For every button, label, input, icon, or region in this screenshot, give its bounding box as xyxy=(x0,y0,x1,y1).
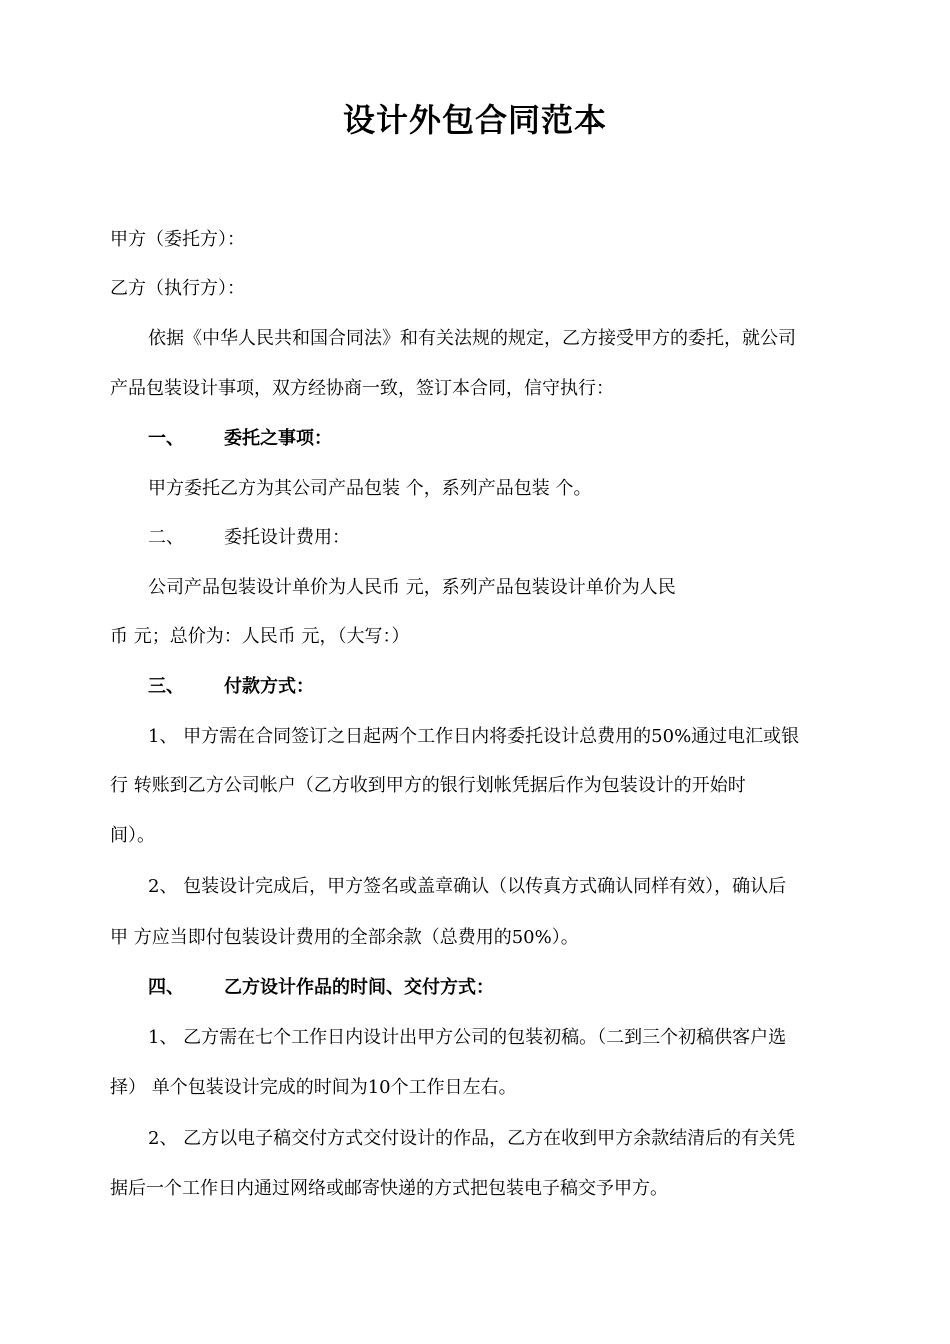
document-title: 设计外包合同范本 xyxy=(342,101,607,139)
section-title: 乙方设计作品的时间、交付方式： xyxy=(224,977,494,998)
intro-line-1: 依据《中华人民共和国合同法》和有关法规的规定，乙方接受甲方的委托，就公司 xyxy=(148,328,796,349)
section-1-heading xyxy=(148,426,332,452)
section-3-line-3: 间）。 xyxy=(110,825,155,846)
party-a-label: 甲方（委托方）： xyxy=(110,229,245,250)
section-4-line-3: 2、 乙方以电子稿交付方式交付设计的作品，乙方在收到甲方余款结清后的有关凭 xyxy=(148,1128,796,1149)
section-number: 四、 xyxy=(148,977,184,998)
section-4-line-4: 据后一个工作日内通过网络或邮寄快递的方式把包装电子稿交予甲方。 xyxy=(110,1178,668,1199)
section-title: 委托之事项： xyxy=(224,428,332,449)
section-2-line-2: 币 元；总价为：人民币 元，（大写：） xyxy=(110,626,410,647)
section-2-line-1: 公司产品包装设计单价为人民币 元，系列产品包装设计单价为人民 xyxy=(148,577,676,598)
party-b-label: 乙方（执行方）： xyxy=(110,278,245,299)
section-title: 付款方式： xyxy=(224,676,314,697)
section-2-heading xyxy=(148,525,350,551)
section-title: 委托设计费用： xyxy=(224,527,350,548)
section-3-heading xyxy=(148,674,314,700)
section-3-line-1: 1、 甲方需在合同签订之日起两个工作日内将委托设计总费用的50%通过电汇或银 xyxy=(148,726,800,747)
section-3-line-4: 2、 包装设计完成后，甲方签名或盖章确认（以传真方式确认同样有效），确认后 xyxy=(148,876,787,897)
section-number: 三、 xyxy=(148,676,184,697)
intro-line-2: 产品包装设计事项，双方经协商一致，签订本合同，信守执行： xyxy=(110,378,614,399)
section-1-line-1: 甲方委托乙方为其公司产品包装 个，系列产品包装 个。 xyxy=(148,478,592,499)
section-number: 一、 xyxy=(148,428,184,449)
section-3-line-5: 甲 方应当即付包装设计费用的全部余款（总费用的50%）。 xyxy=(110,927,579,948)
section-4-heading xyxy=(148,975,494,1001)
section-3-line-2: 行 转账到乙方公司帐户（乙方收到甲方的银行划帐凭据后作为包装设计的开始时 xyxy=(110,775,746,796)
section-number: 二、 xyxy=(148,527,184,548)
section-4-line-1: 1、 乙方需在七个工作日内设计出甲方公司的包装初稿。（二到三个初稿供客户选 xyxy=(148,1027,787,1048)
section-4-line-2: 择） 单个包装设计完成的时间为10个工作日左右。 xyxy=(110,1077,517,1098)
